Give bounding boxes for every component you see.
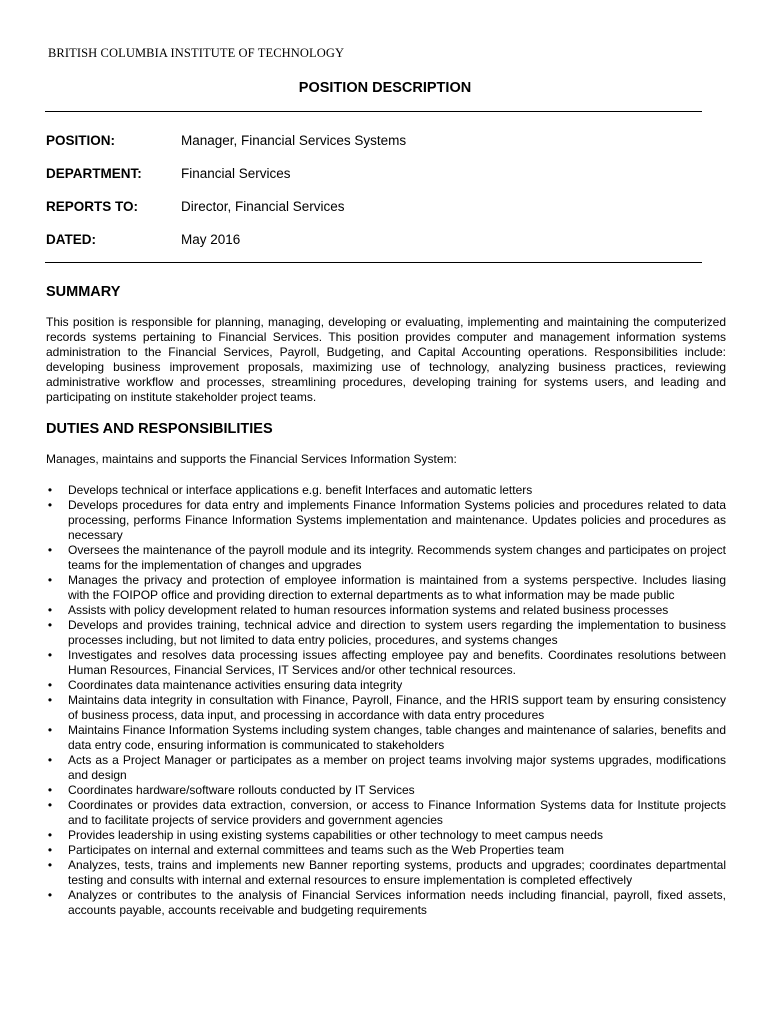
list-item [46,618,726,648]
top-divider [45,111,702,112]
department-label: DEPARTMENT: [46,166,142,181]
list-item [46,603,726,618]
list-item [46,648,726,678]
bullet-icon: • [47,783,53,797]
list-item [46,798,726,828]
institute-name: BRITISH COLUMBIA INSTITUTE OF TECHNOLOGY [48,46,345,60]
bullet-icon: • [47,828,53,842]
dated-label: DATED: [46,232,96,247]
bullet-icon: • [47,753,53,767]
duties-heading: DUTIES AND RESPONSIBILITIES [46,421,273,437]
bullet-icon: • [47,798,53,812]
list-item-text: Develops procedures for data entry and implements Finance Information Systems policies and procedures related to data processing, performs Finance Information Systems implementation and maintenance. Updates policies and procedures as necessary [68,498,726,542]
list-item-text: Maintains data integrity in consultation with Finance, Payroll, Finance, and the HRIS support team by ensuring consistency of business process, data input, and processing in accordance with data entry procedures [68,693,726,722]
bullet-icon: • [47,618,53,632]
list-item-text: Provides leadership in using existing systems capabilities or other technology to meet campus needs [68,828,603,842]
bullet-icon: • [47,603,53,617]
bullet-icon: • [47,693,53,707]
position-value: Manager, Financial Services Systems [181,133,407,148]
document-title: POSITION DESCRIPTION [298,80,472,96]
position-label: POSITION: [46,133,116,148]
summary-heading: SUMMARY [46,284,121,300]
duties-intro: Manages, maintains and supports the Financial Services Information System: [46,452,457,466]
list-item-text: Participates on internal and external committees and teams such as the Web Properties team [68,843,565,857]
dated-value: May 2016 [181,232,241,247]
list-item [46,753,726,783]
list-item-text: Analyzes, tests, trains and implements new Banner reporting systems, products and upgrades; coordinates departmental testing and consults with internal and external resources to ensure implementation is completed effectively [68,858,726,887]
list-item-text: Develops and provides training, technical advice and direction to system users regarding the implementation to business processes including, but not limited to data entry policies, procedures, and systems changes [68,618,726,647]
list-item-text: Oversees the maintenance of the payroll module and its integrity. Recommends system changes and participates on project teams for the implementation of changes and upgrades [68,543,726,572]
list-item-text: Investigates and resolves data processing issues affecting employee pay and benefits. Coordinates resolutions between Human Resources, Financial Services, IT Services and/or other technical resources. [68,648,726,677]
list-item [46,678,726,693]
list-item [46,483,726,498]
bullet-icon: • [47,888,53,902]
list-item [46,888,726,918]
list-item-text: Maintains Finance Information Systems including system changes, table changes and maintenance of salaries, benefits and data entry code, ensuring information is communicated to stakeholders [68,723,726,752]
list-item [46,828,726,843]
list-item-text: Coordinates or provides data extraction, conversion, or access to Finance Information Systems data for Institute projects and to facilitate projects of service providers and government agencies [68,798,726,827]
bullet-icon: • [47,573,53,587]
list-item [46,543,726,573]
reports-to-label: REPORTS TO: [46,199,139,214]
reports-to-value: Director, Financial Services [181,199,345,214]
bullet-icon: • [47,858,53,872]
list-item-text: Develops technical or interface applications e.g. benefit Interfaces and automatic letters [68,483,533,497]
list-item [46,693,726,723]
list-item [46,783,726,798]
list-item [46,573,726,603]
list-item-text: Assists with policy development related to human resources information systems and related business processes [68,603,669,617]
list-item-text: Manages the privacy and protection of employee information is maintained from a systems perspective. Includes liasing with the FOIPOP office and providing direction to external departments as to what information may be made public [68,573,726,602]
list-item [46,723,726,753]
bullet-icon: • [47,723,53,737]
bullet-icon: • [47,648,53,662]
list-item-text: Analyzes or contributes to the analysis of Financial Services information needs including financial, payroll, fixed assets, accounts payable, accounts receivable and budgeting requirements [68,888,726,917]
bullet-icon: • [47,678,53,692]
bullet-icon: • [47,843,53,857]
summary-text: This position is responsible for planning, managing, developing or evaluating, implementing and maintaining the computerized records systems pertaining to Financial Services. This position provides computer and management information systems administration to the Financial Services, Payroll, Budgeting, and Capital Accounting operations. Responsibilities include: developing business improvement proposals, maximizing use of technology, analyzing business practices, reviewing administrative workflow and processes, streamlining procedures, developing training for systems users, and leading and participating on institute stakeholder project teams. [46,315,726,404]
department-value: Financial Services [181,166,291,181]
bottom-divider [45,262,702,263]
list-item [46,498,726,543]
list-item-text: Coordinates hardware/software rollouts conducted by IT Services [68,783,415,797]
list-item-text: Coordinates data maintenance activities ensuring data integrity [68,678,403,692]
bullet-icon: • [47,498,53,512]
list-item [46,843,726,858]
list-item [46,858,726,888]
duties-list [46,483,726,918]
bullet-icon: • [47,483,53,497]
list-item-text: Acts as a Project Manager or participates as a member on project teams involving major systems upgrades, modifications and design [68,753,726,782]
bullet-icon: • [47,543,53,557]
